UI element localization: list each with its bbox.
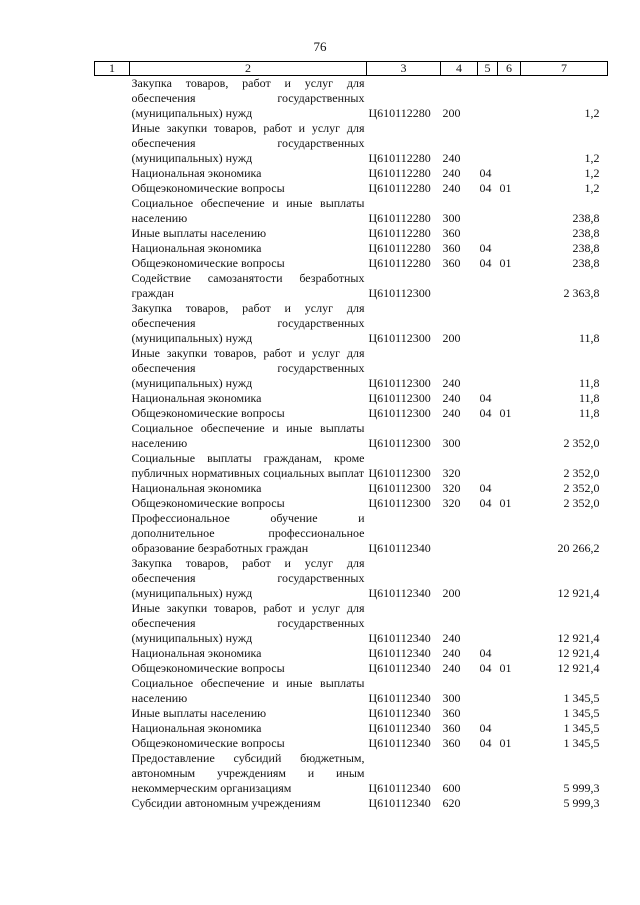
- row-number-cell: [95, 256, 130, 271]
- target-article-cell: Ц610112300: [368, 481, 431, 495]
- table-row: [95, 601, 608, 646]
- subsection-cell: 01: [499, 406, 512, 420]
- row-name-cell: Национальная экономика: [131, 481, 262, 495]
- row-name-cell: Субсидии автономным учреждениям: [131, 796, 321, 810]
- section-cell: 04: [479, 256, 492, 270]
- table-row: [95, 451, 608, 481]
- table-row: [95, 706, 608, 721]
- expense-type-cell: 240: [442, 391, 461, 405]
- page-number: 76: [313, 39, 327, 54]
- table-row: [95, 271, 608, 301]
- section-cell: 04: [479, 241, 492, 255]
- row-number-cell: [95, 241, 130, 256]
- table-row: [95, 556, 608, 601]
- row-number-cell: [95, 226, 130, 241]
- column-header: 1: [95, 62, 130, 76]
- expense-type-cell: 240: [442, 661, 461, 675]
- expense-type-cell: 360: [442, 226, 461, 240]
- row-name-cell: Национальная экономика: [131, 166, 262, 180]
- amount-cell: 238,8: [572, 226, 600, 240]
- amount-cell: 238,8: [572, 241, 600, 255]
- expense-type-cell: 240: [442, 376, 461, 390]
- section-cell: [478, 121, 498, 166]
- section-cell: [478, 706, 498, 721]
- column-header: 2: [130, 62, 367, 76]
- target-article-cell: Ц610112340: [368, 796, 431, 810]
- section-cell: [478, 226, 498, 241]
- subsection-cell: [498, 76, 521, 122]
- column-header: 3: [367, 62, 441, 76]
- row-name-cell: Профессиональное обучение и дополнительное профессиональное образование безработных граждан: [131, 511, 365, 555]
- column-number-header-row: [95, 62, 608, 76]
- target-article-cell: Ц610112280: [368, 181, 431, 195]
- target-article-cell: Ц610112300: [368, 376, 431, 390]
- row-number-cell: [95, 196, 130, 226]
- row-name-cell: Иные выплаты населению: [131, 226, 267, 240]
- subsection-cell: 01: [499, 181, 512, 195]
- subsection-cell: [498, 646, 521, 661]
- target-article-cell: Ц610112340: [368, 691, 431, 705]
- table-row: [95, 121, 608, 166]
- target-article-cell: Ц610112340: [368, 736, 431, 750]
- row-name-cell: Предоставление субсидий бюджетным, автономным учреждениям и иным некоммерческим организациям: [131, 751, 365, 795]
- row-name-cell: Национальная экономика: [131, 391, 262, 405]
- section-cell: [478, 196, 498, 226]
- row-number-cell: [95, 721, 130, 736]
- amount-cell: 2 352,0: [563, 496, 600, 510]
- table-row: [95, 796, 608, 811]
- row-number-cell: [95, 661, 130, 676]
- expense-type-cell: 240: [442, 181, 461, 195]
- expense-type-cell: 300: [442, 436, 461, 450]
- row-number-cell: [95, 601, 130, 646]
- row-number-cell: [95, 736, 130, 751]
- target-article-cell: Ц610112340: [368, 646, 431, 660]
- subsection-cell: [498, 796, 521, 811]
- row-name-cell: Закупка товаров, работ и услуг для обеспечения государственных (муниципальных) нужд: [131, 556, 365, 600]
- subsection-cell: [498, 166, 521, 181]
- amount-cell: 12 921,4: [557, 646, 600, 660]
- subsection-cell: [498, 226, 521, 241]
- row-name-cell: Иные выплаты населению: [131, 706, 267, 720]
- expense-type-cell: 360: [442, 241, 461, 255]
- section-cell: [478, 511, 498, 556]
- target-article-cell: Ц610112300: [368, 406, 431, 420]
- target-article-cell: Ц610112300: [368, 436, 431, 450]
- expense-type-cell: [441, 271, 478, 301]
- table-row: [95, 646, 608, 661]
- amount-cell: 20 266,2: [557, 541, 600, 555]
- target-article-cell: Ц610112340: [368, 661, 431, 675]
- row-name-cell: Социальные выплаты гражданам, кроме публичных нормативных социальных выплат: [131, 451, 365, 480]
- subsection-cell: [498, 706, 521, 721]
- row-number-cell: [95, 511, 130, 556]
- amount-cell: 238,8: [572, 256, 600, 270]
- expense-type-cell: 200: [442, 106, 461, 120]
- row-name-cell: Социальное обеспечение и иные выплаты населению: [131, 196, 365, 225]
- row-number-cell: [95, 346, 130, 391]
- target-article-cell: Ц610112280: [368, 241, 431, 255]
- expense-type-cell: 320: [442, 466, 461, 480]
- expense-type-cell: 600: [442, 781, 461, 795]
- table-row: [95, 346, 608, 391]
- subsection-cell: 01: [499, 496, 512, 510]
- expense-type-cell: 240: [442, 646, 461, 660]
- row-name-cell: Национальная экономика: [131, 241, 262, 255]
- expense-type-cell: 300: [442, 211, 461, 225]
- row-name-cell: Общеэкономические вопросы: [131, 181, 285, 195]
- amount-cell: 11,8: [578, 331, 600, 345]
- amount-cell: 2 352,0: [563, 466, 600, 480]
- column-header: 7: [521, 62, 608, 76]
- table-row: [95, 421, 608, 451]
- amount-cell: 1 345,5: [563, 706, 600, 720]
- row-name-cell: Общеэкономические вопросы: [131, 256, 285, 270]
- table-row: [95, 391, 608, 406]
- column-header: 4: [441, 62, 478, 76]
- subsection-cell: [498, 121, 521, 166]
- target-article-cell: Ц610112280: [368, 256, 431, 270]
- table-row: [95, 496, 608, 511]
- row-number-cell: [95, 481, 130, 496]
- target-article-cell: Ц610112300: [368, 391, 431, 405]
- table-row: [95, 676, 608, 706]
- section-cell: 04: [479, 181, 492, 195]
- amount-cell: 2 352,0: [563, 481, 600, 495]
- section-cell: 04: [479, 391, 492, 405]
- row-number-cell: [95, 496, 130, 511]
- subsection-cell: [498, 451, 521, 481]
- row-name-cell: Иные закупки товаров, работ и услуг для обеспечения государственных (муниципальных) нужд: [131, 346, 365, 390]
- row-name-cell: Общеэкономические вопросы: [131, 661, 285, 675]
- row-number-cell: [95, 181, 130, 196]
- target-article-cell: Ц610112280: [368, 106, 431, 120]
- row-number-cell: [95, 121, 130, 166]
- row-number-cell: [95, 706, 130, 721]
- expense-type-cell: 320: [442, 481, 461, 495]
- expense-type-cell: 620: [442, 796, 461, 810]
- section-cell: 04: [479, 496, 492, 510]
- row-number-cell: [95, 271, 130, 301]
- section-cell: [478, 421, 498, 451]
- row-number-cell: [95, 76, 130, 122]
- amount-cell: 1 345,5: [563, 736, 600, 750]
- section-cell: [478, 601, 498, 646]
- row-name-cell: Закупка товаров, работ и услуг для обеспечения государственных (муниципальных) нужд: [131, 301, 365, 345]
- row-name-cell: Национальная экономика: [131, 721, 262, 735]
- row-number-cell: [95, 646, 130, 661]
- table-row: [95, 406, 608, 421]
- target-article-cell: Ц610112280: [368, 226, 431, 240]
- table-row: [95, 511, 608, 556]
- row-number-cell: [95, 406, 130, 421]
- row-number-cell: [95, 796, 130, 811]
- row-name-cell: Общеэкономические вопросы: [131, 406, 285, 420]
- table-row: [95, 241, 608, 256]
- amount-cell: 2 352,0: [563, 436, 600, 450]
- table-row: [95, 196, 608, 226]
- row-name-cell: Социальное обеспечение и иные выплаты населению: [131, 421, 365, 450]
- expense-type-cell: [441, 511, 478, 556]
- target-article-cell: Ц610112300: [368, 331, 431, 345]
- row-name-cell: Содействие самозанятости безработных граждан: [131, 271, 365, 300]
- target-article-cell: Ц610112300: [368, 286, 431, 300]
- amount-cell: 238,8: [572, 211, 600, 225]
- section-cell: [478, 76, 498, 122]
- target-article-cell: Ц610112280: [368, 211, 431, 225]
- section-cell: 04: [479, 661, 492, 675]
- row-name-cell: Общеэкономические вопросы: [131, 736, 285, 750]
- section-cell: 04: [479, 646, 492, 660]
- subsection-cell: [498, 391, 521, 406]
- budget-table: [94, 61, 608, 811]
- expense-type-cell: 200: [442, 586, 461, 600]
- target-article-cell: Ц610112280: [368, 151, 431, 165]
- row-number-cell: [95, 451, 130, 481]
- section-cell: 04: [479, 721, 492, 735]
- expense-type-cell: 360: [442, 706, 461, 720]
- subsection-cell: [498, 301, 521, 346]
- row-number-cell: [95, 751, 130, 796]
- section-cell: 04: [479, 481, 492, 495]
- amount-cell: 1,2: [584, 166, 600, 180]
- section-cell: 04: [479, 406, 492, 420]
- section-cell: 04: [479, 736, 492, 750]
- subsection-cell: [498, 421, 521, 451]
- expense-type-cell: 240: [442, 151, 461, 165]
- row-name-cell: Закупка товаров, работ и услуг для обеспечения государственных (муниципальных) нужд: [131, 76, 365, 120]
- subsection-cell: [498, 196, 521, 226]
- section-cell: [478, 556, 498, 601]
- table-row: [95, 226, 608, 241]
- subsection-cell: [498, 676, 521, 706]
- target-article-cell: Ц610112340: [368, 781, 431, 795]
- section-cell: [478, 451, 498, 481]
- target-article-cell: Ц610112280: [368, 166, 431, 180]
- table-row: [95, 661, 608, 676]
- subsection-cell: [498, 511, 521, 556]
- section-cell: [478, 796, 498, 811]
- subsection-cell: [498, 556, 521, 601]
- subsection-cell: [498, 601, 521, 646]
- amount-cell: 11,8: [578, 376, 600, 390]
- row-number-cell: [95, 391, 130, 406]
- amount-cell: 12 921,4: [557, 661, 600, 675]
- expense-type-cell: 200: [442, 331, 461, 345]
- row-name-cell: Общеэкономические вопросы: [131, 496, 285, 510]
- amount-cell: 1 345,5: [563, 721, 600, 735]
- column-header: 5: [478, 62, 498, 76]
- subsection-cell: [498, 346, 521, 391]
- expense-type-cell: 300: [442, 691, 461, 705]
- target-article-cell: Ц610112300: [368, 466, 431, 480]
- amount-cell: 5 999,3: [563, 796, 600, 810]
- subsection-cell: [498, 751, 521, 796]
- amount-cell: 2 363,8: [563, 286, 600, 300]
- amount-cell: 11,8: [578, 406, 600, 420]
- target-article-cell: Ц610112340: [368, 706, 431, 720]
- expense-type-cell: 360: [442, 736, 461, 750]
- subsection-cell: 01: [499, 736, 512, 750]
- table-row: [95, 301, 608, 346]
- subsection-cell: [498, 241, 521, 256]
- expense-type-cell: 240: [442, 166, 461, 180]
- table-row: [95, 166, 608, 181]
- subsection-cell: [498, 481, 521, 496]
- expense-type-cell: 240: [442, 406, 461, 420]
- section-cell: 04: [479, 166, 492, 180]
- expense-type-cell: 320: [442, 496, 461, 510]
- subsection-cell: 01: [499, 661, 512, 675]
- section-cell: [478, 301, 498, 346]
- section-cell: [478, 271, 498, 301]
- target-article-cell: Ц610112340: [368, 586, 431, 600]
- section-cell: [478, 346, 498, 391]
- column-header: 6: [498, 62, 521, 76]
- table-row: [95, 481, 608, 496]
- section-cell: [478, 751, 498, 796]
- target-article-cell: Ц610112340: [368, 631, 431, 645]
- amount-cell: 1,2: [584, 106, 600, 120]
- row-number-cell: [95, 421, 130, 451]
- table-row: [95, 181, 608, 196]
- amount-cell: 1 345,5: [563, 691, 600, 705]
- table-row: [95, 76, 608, 122]
- row-name-cell: Иные закупки товаров, работ и услуг для обеспечения государственных (муниципальных) нужд: [131, 121, 365, 165]
- row-number-cell: [95, 166, 130, 181]
- row-name-cell: Национальная экономика: [131, 646, 262, 660]
- row-number-cell: [95, 301, 130, 346]
- table-row: [95, 736, 608, 751]
- amount-cell: 1,2: [584, 181, 600, 195]
- target-article-cell: Ц610112340: [368, 541, 431, 555]
- amount-cell: 5 999,3: [563, 781, 600, 795]
- subsection-cell: 01: [499, 256, 512, 270]
- row-name-cell: Социальное обеспечение и иные выплаты населению: [131, 676, 365, 705]
- amount-cell: 12 921,4: [557, 631, 600, 645]
- section-cell: [478, 676, 498, 706]
- amount-cell: 11,8: [578, 391, 600, 405]
- row-name-cell: Иные закупки товаров, работ и услуг для обеспечения государственных (муниципальных) нужд: [131, 601, 365, 645]
- target-article-cell: Ц610112300: [368, 496, 431, 510]
- table-row: [95, 256, 608, 271]
- table-row: [95, 751, 608, 796]
- expense-type-cell: 360: [442, 256, 461, 270]
- expense-type-cell: 240: [442, 631, 461, 645]
- amount-cell: 12 921,4: [557, 586, 600, 600]
- subsection-cell: [498, 271, 521, 301]
- subsection-cell: [498, 721, 521, 736]
- table-row: [95, 721, 608, 736]
- target-article-cell: Ц610112340: [368, 721, 431, 735]
- expense-type-cell: 360: [442, 721, 461, 735]
- table-body: [95, 76, 608, 812]
- amount-cell: 1,2: [584, 151, 600, 165]
- row-number-cell: [95, 676, 130, 706]
- row-number-cell: [95, 556, 130, 601]
